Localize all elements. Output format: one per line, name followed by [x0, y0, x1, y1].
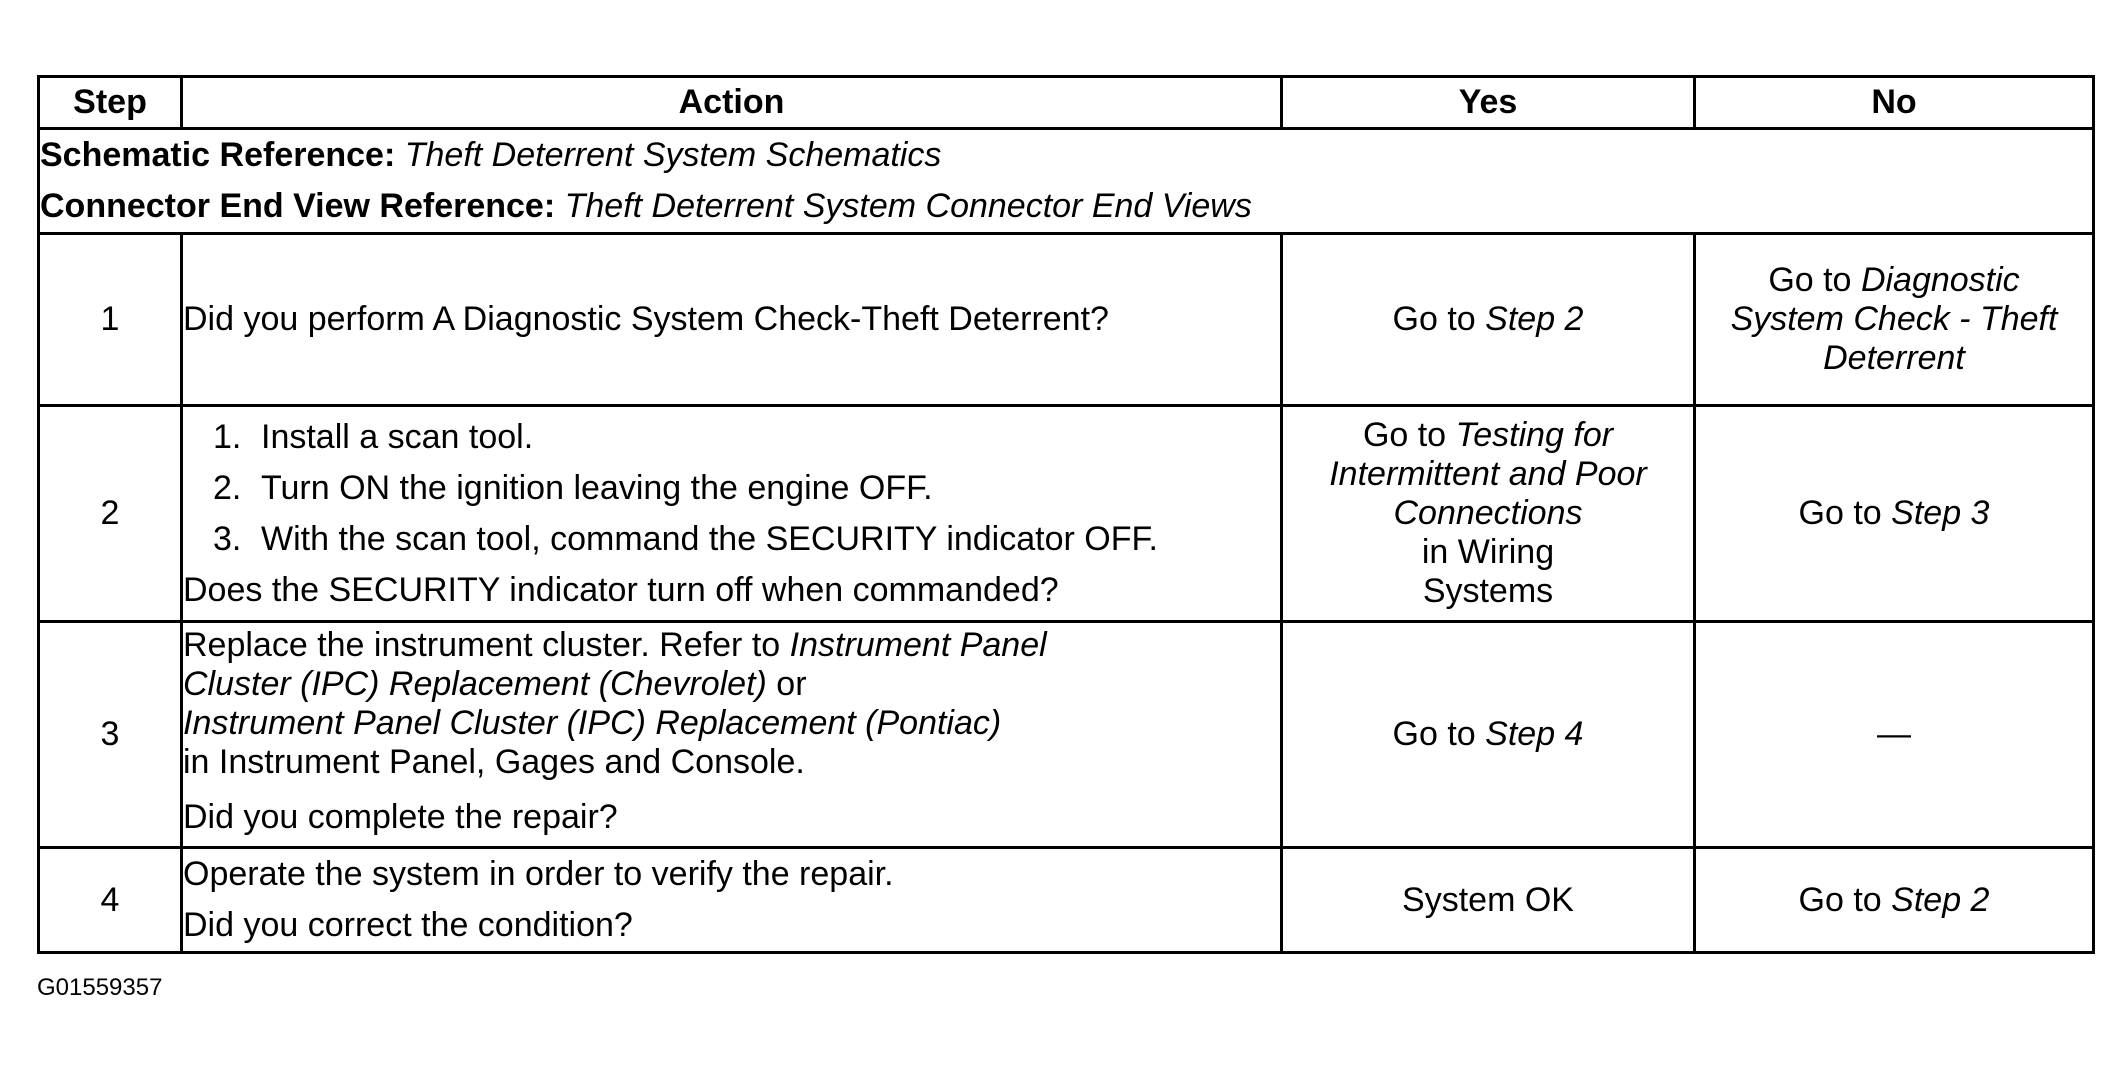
connector-reference-link[interactable]: Theft Deterrent System Connector End Views: [564, 187, 1252, 225]
figure-id: G01559357: [37, 974, 163, 1001]
diagnostic-table: [37, 75, 2095, 954]
yes-step-link[interactable]: Step 4: [1485, 715, 1584, 753]
header-step: Step: [39, 77, 182, 129]
action-cell: [182, 406, 1282, 622]
yes-suffix-1: in Wiring: [1421, 533, 1555, 571]
table-header-row: [39, 77, 2094, 129]
schematic-reference-label: Schematic Reference:: [40, 136, 396, 174]
no-link-part-3[interactable]: Deterrent: [1823, 339, 1965, 377]
header-no: No: [1695, 77, 2094, 129]
action-cell: [182, 234, 1282, 406]
action-line-1-text: Replace the instrument cluster. Refer to: [183, 626, 781, 664]
action-question: Does the SECURITY indicator turn off when commanded?: [183, 570, 1059, 609]
no-cell: [1695, 406, 2094, 622]
schematic-reference-link[interactable]: Theft Deterrent System Schematics: [404, 136, 942, 174]
table-row-step-3: [39, 622, 2094, 848]
yes-link-part-3[interactable]: Connections: [1393, 494, 1583, 532]
no-value: —: [1877, 715, 1911, 753]
action-line-4: in Instrument Panel, Gages and Console.: [183, 743, 805, 781]
yes-line-1: [1283, 416, 1693, 455]
no-cell: [1695, 848, 2094, 953]
action-line-2-link[interactable]: Cluster (IPC) Replacement (Chevrolet): [183, 665, 767, 703]
yes-suffix-2: Systems: [1422, 572, 1554, 610]
yes-cell: [1282, 406, 1695, 622]
action-line-1: [183, 626, 1280, 665]
action-cell: [182, 622, 1282, 848]
step-number: 4: [39, 848, 182, 953]
connector-reference-label: Connector End View Reference:: [40, 187, 556, 225]
reference-row: [39, 129, 2094, 234]
yes-prefix: Go to: [1392, 715, 1476, 753]
action-line-1: Operate the system in order to verify the repair.: [183, 855, 894, 893]
list-item-number: 3.: [213, 519, 242, 558]
yes-value: System OK: [1402, 880, 1574, 919]
list-item-number: 1.: [213, 417, 242, 456]
yes-step-link[interactable]: Step 2: [1485, 300, 1584, 338]
step-number: 1: [39, 234, 182, 406]
list-item: [183, 412, 1280, 463]
step-number: 2: [39, 406, 182, 622]
no-step-link[interactable]: Step 3: [1891, 494, 1990, 532]
list-item-text: With the scan tool, command the SECURITY indicator OFF.: [261, 519, 1158, 558]
reference-cell: [39, 129, 2094, 234]
no-step-link[interactable]: Step 2: [1891, 880, 1990, 919]
action-line-3-link[interactable]: Instrument Panel Cluster (IPC) Replacement (Pontiac): [183, 704, 1002, 742]
yes-cell: [1282, 622, 1695, 848]
connector-reference: [40, 181, 2092, 232]
list-item-text: Turn ON the ignition leaving the engine OFF.: [261, 468, 933, 507]
action-cell: [182, 848, 1282, 953]
list-item-number: 2.: [213, 468, 242, 507]
yes-cell: [1282, 234, 1695, 406]
table-row-step-4: [39, 848, 2094, 953]
action-question: Did you perform A Diagnostic System Check-Theft Deterrent?: [183, 300, 1109, 338]
step-number: 3: [39, 622, 182, 848]
list-item: [183, 514, 1280, 565]
table-row-step-2: [39, 406, 2094, 622]
no-prefix: Go to: [1798, 494, 1882, 532]
action-question: Did you correct the condition?: [183, 906, 633, 944]
no-prefix: Go to: [1768, 261, 1852, 299]
yes-prefix: Go to: [1362, 416, 1447, 454]
action-line-1-link[interactable]: Instrument Panel: [789, 626, 1047, 664]
no-cell: [1695, 622, 2094, 848]
table-row-step-1: [39, 234, 2094, 406]
yes-prefix: Go to: [1392, 300, 1476, 338]
no-link-part-1[interactable]: Diagnostic: [1860, 261, 2020, 299]
no-cell: [1695, 234, 2094, 406]
action-question: Did you complete the repair?: [183, 798, 618, 836]
action-line-2: [183, 665, 1280, 704]
no-line-1: [1696, 261, 2092, 300]
yes-link-part-1[interactable]: Testing for: [1455, 416, 1614, 454]
header-yes: Yes: [1282, 77, 1695, 129]
list-item-text: Install a scan tool.: [261, 417, 534, 456]
action-line-2-text: or: [776, 665, 807, 703]
no-link-part-2[interactable]: System Check - Theft: [1730, 300, 2058, 338]
list-item: [183, 463, 1280, 514]
yes-cell: [1282, 848, 1695, 953]
yes-link-part-2[interactable]: Intermittent and Poor: [1329, 455, 1647, 493]
no-prefix: Go to: [1798, 880, 1882, 919]
header-action: Action: [182, 77, 1282, 129]
schematic-reference: [40, 130, 2092, 181]
